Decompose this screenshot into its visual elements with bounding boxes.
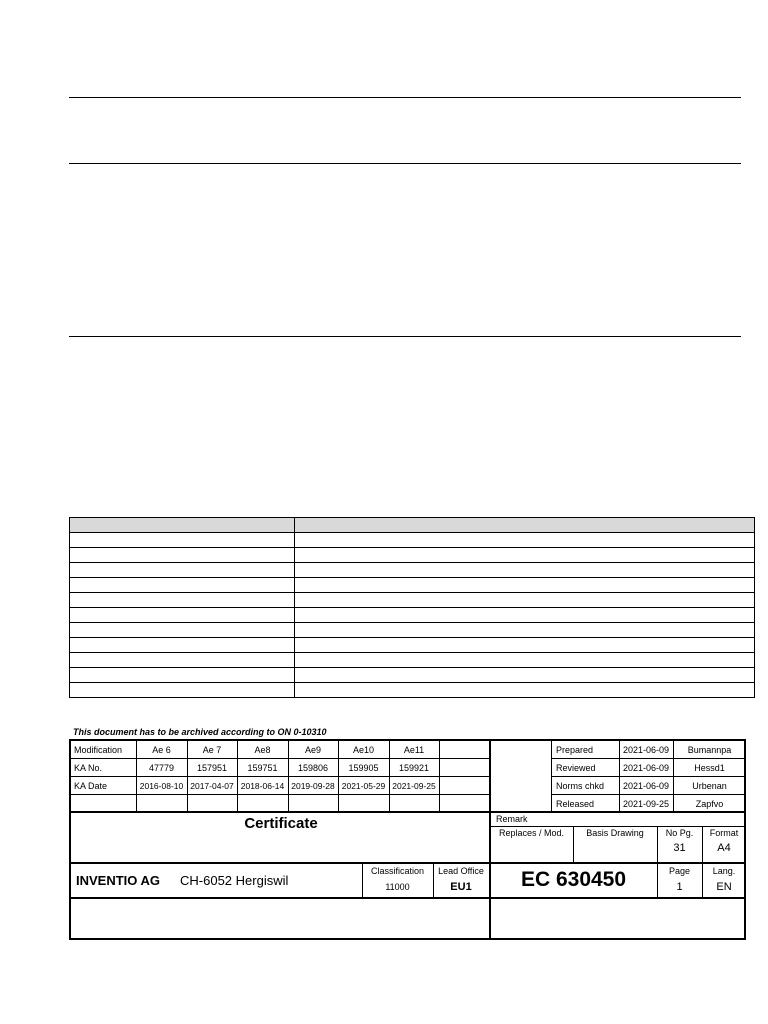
format-label: Format <box>709 828 739 838</box>
replaces-label: Replaces / Mod. <box>498 828 565 838</box>
lang-label: Lang. <box>712 866 736 876</box>
approval-role: Released <box>556 798 595 809</box>
table-row <box>70 548 755 563</box>
mod-cell: 157951 <box>196 763 228 773</box>
classification-label: Classification <box>370 866 425 876</box>
empty-grid-table <box>69 517 755 698</box>
mod-cell: 159921 <box>398 763 430 773</box>
mod-cell: 2021-09-25 <box>392 781 436 791</box>
document-title: Certificate <box>244 814 318 832</box>
mod-cell: 47779 <box>148 763 175 773</box>
mod-cell: 159905 <box>348 763 379 773</box>
mod-cell: 2016-08-10 <box>139 781 184 791</box>
table-row <box>70 608 755 623</box>
approval-name: Urbenan <box>692 781 727 791</box>
table-row <box>70 533 755 548</box>
table-row <box>70 683 755 698</box>
table-row <box>70 638 755 653</box>
divider-line <box>69 336 741 337</box>
mod-cell: 2021-05-29 <box>341 781 386 791</box>
remark-label: Remark <box>496 814 528 824</box>
mod-cell: Ae9 <box>304 745 321 755</box>
title-block <box>69 739 746 940</box>
no-pages-label: No Pg. <box>665 828 694 838</box>
approval-date: 2021-06-09 <box>622 745 670 755</box>
table-row <box>70 593 755 608</box>
mod-cell: Ae8 <box>254 745 271 755</box>
mod-cell: 2019-09-28 <box>291 781 335 791</box>
approval-date: 2021-06-09 <box>622 781 670 791</box>
archive-note: This document has to be archived according to ON 0-10310 <box>73 727 327 737</box>
divider-line <box>69 97 741 98</box>
lang-value: EN <box>716 881 732 893</box>
lead-office-value: EU1 <box>450 881 472 893</box>
format-value: A4 <box>717 842 731 854</box>
approval-name: Zapfvo <box>695 798 724 809</box>
mod-cell: 159806 <box>297 763 329 773</box>
document-number: EC 630450 <box>520 868 627 891</box>
classification-value: 11000 <box>385 882 410 892</box>
company-address: CH-6052 Hergiswil <box>180 872 289 888</box>
mod-cell: Ae11 <box>403 745 425 755</box>
approval-date: 2021-06-09 <box>622 763 670 773</box>
mod-cell: 2017-04-07 <box>190 781 234 791</box>
approval-name: Bumannpa <box>687 745 732 755</box>
basis-drawing-label: Basis Drawing <box>586 828 644 838</box>
mod-row-label: KA Date <box>74 781 108 791</box>
mod-row-label: KA No. <box>74 763 103 773</box>
approval-date: 2021-09-25 <box>622 798 670 809</box>
mod-cell: Ae 6 <box>152 745 171 755</box>
table-header-row <box>70 518 755 533</box>
mod-cell: Ae10 <box>352 745 375 755</box>
table-row <box>70 668 755 683</box>
mod-cell: 2018-06-14 <box>240 781 285 791</box>
no-pages-value: 31 <box>673 842 686 854</box>
mod-cell: Ae 7 <box>202 745 222 755</box>
company-name: INVENTIO AG <box>76 872 161 888</box>
table-row <box>70 578 755 593</box>
table-row <box>70 653 755 668</box>
mod-cell: 159751 <box>247 763 278 773</box>
divider-line <box>69 163 741 164</box>
page-value: 1 <box>676 881 683 893</box>
table-row <box>70 623 755 638</box>
approval-role: Reviewed <box>556 763 596 773</box>
approval-role: Norms chkd <box>556 781 605 791</box>
approval-name: Hessd1 <box>694 763 725 773</box>
table-row <box>70 563 755 578</box>
page-label: Page <box>668 866 691 876</box>
approval-role: Prepared <box>556 745 594 755</box>
lead-office-label: Lead Office <box>438 866 484 876</box>
mod-row-label: Modification <box>74 745 123 755</box>
